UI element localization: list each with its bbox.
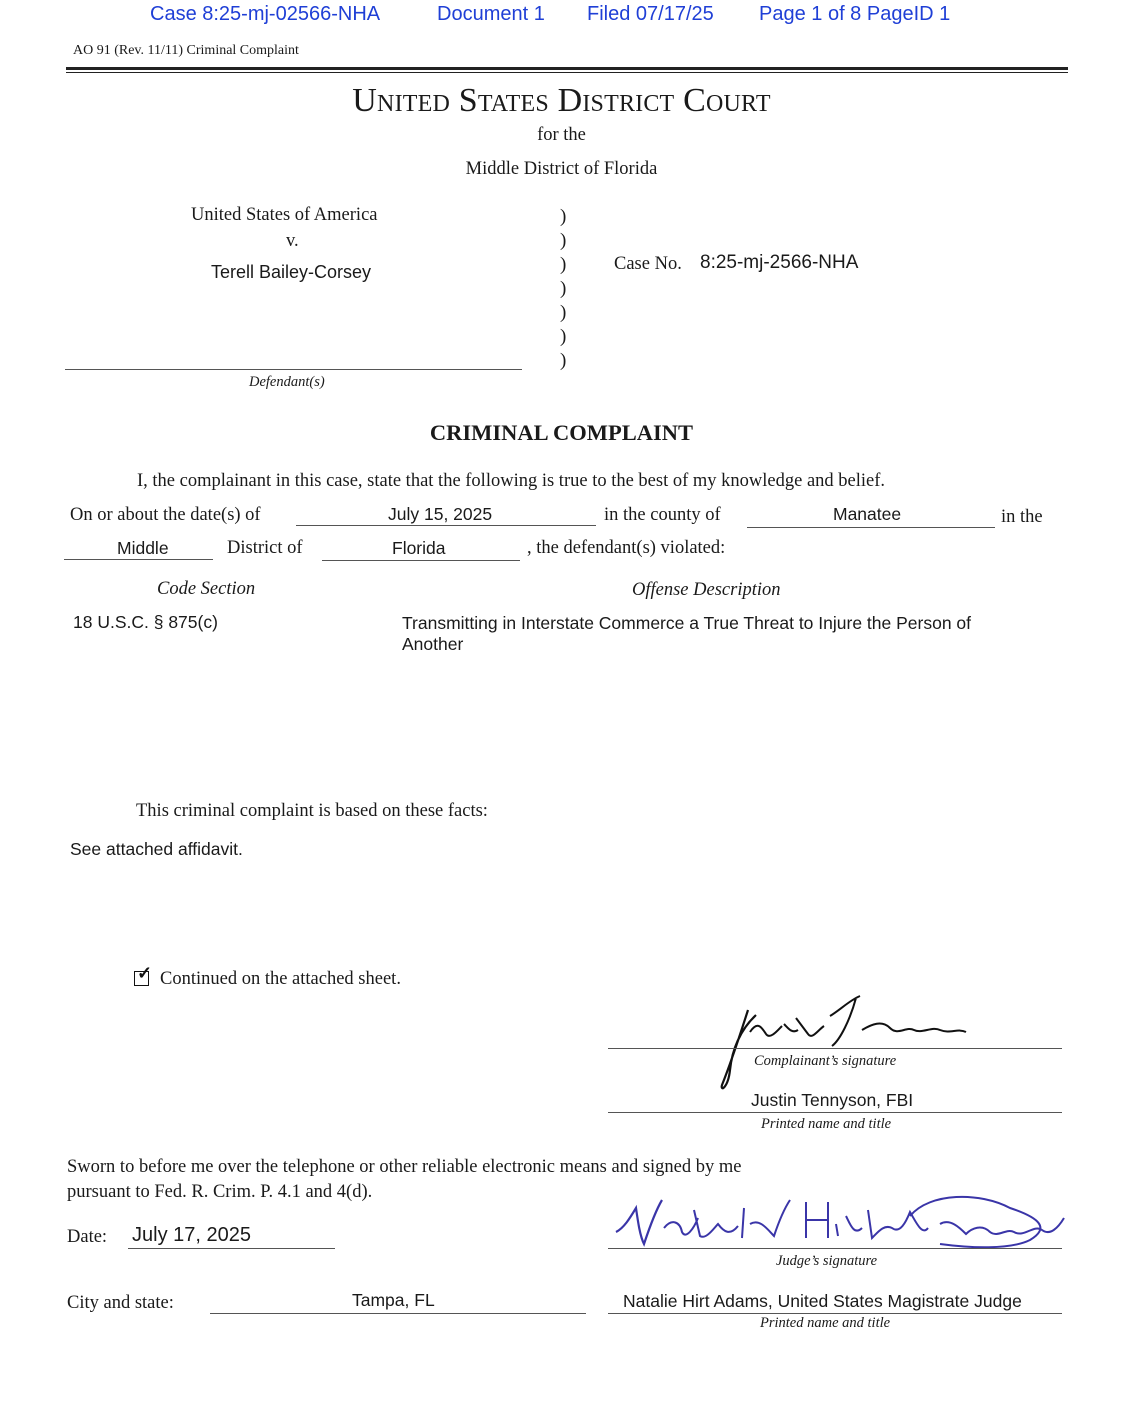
court-district: Middle District of Florida — [465, 159, 658, 179]
caption-paren: ) — [560, 278, 567, 299]
header-page: Page 1 of 8 PageID 1 — [759, 3, 951, 25]
complainant-printed-label: Printed name and title — [761, 1116, 892, 1132]
complainant-signature-label: Complainant’s signature — [754, 1053, 897, 1069]
date-label: Date: — [67, 1227, 108, 1247]
district-of-label: District of — [227, 538, 303, 558]
offense-description-label: Offense Description — [632, 580, 781, 600]
district-underline — [64, 559, 213, 560]
offense-date-underline — [296, 525, 596, 526]
caption-paren: ) — [560, 302, 567, 323]
signing-date-underline — [128, 1248, 335, 1249]
city-state-label: City and state: — [67, 1293, 174, 1313]
defendant-label: Defendant(s) — [249, 374, 325, 390]
offense-description-line2: Another — [402, 634, 464, 654]
plaintiff-name: United States of America — [191, 205, 378, 225]
header-case: Case 8:25-mj-02566-NHA — [150, 3, 381, 25]
defendant-name: Terell Bailey-Corsey — [211, 262, 372, 282]
form-number: AO 91 (Rev. 11/11) Criminal Complaint — [73, 43, 299, 58]
county-underline — [747, 527, 995, 528]
for-the: for the — [537, 125, 586, 145]
header-filed: Filed 07/17/25 — [587, 3, 714, 25]
state-underline — [322, 560, 520, 561]
county-value: Manatee — [833, 504, 902, 524]
judge-name: Natalie Hirt Adams, United States Magistrate Judge — [623, 1291, 1022, 1311]
judge-printed-label: Printed name and title — [760, 1315, 891, 1331]
continued-label: Continued on the attached sheet. — [160, 969, 401, 989]
caption-paren: ) — [560, 254, 567, 275]
county-label: in the county of — [604, 505, 721, 525]
code-section-value: 18 U.S.C. § 875(c) — [73, 612, 218, 632]
in-the-label: in the — [1001, 507, 1043, 527]
header-rule-thick — [66, 67, 1068, 70]
facts-intro: This criminal complaint is based on these facts: — [136, 801, 488, 821]
state-value: Florida — [392, 538, 446, 558]
signing-date: July 17, 2025 — [132, 1224, 251, 1246]
offense-description-line1: Transmitting in Interstate Commerce a True Threat to Injure the Person of — [402, 613, 972, 633]
sworn-line1: Sworn to before me over the telephone or other reliable electronic means and signed by me — [67, 1157, 742, 1177]
header-rule-thin — [66, 72, 1068, 73]
district-value: Middle — [117, 538, 169, 558]
complainant-signature — [700, 990, 980, 1095]
complaint-intro: I, the complainant in this case, state that the following is true to the best of my knowledge and belief. — [137, 471, 886, 491]
code-section-label: Code Section — [157, 579, 256, 599]
complaint-heading: CRIMINAL COMPLAINT — [429, 420, 694, 445]
on-or-about-label: On or about the date(s) of — [70, 505, 261, 525]
city-state-value: Tampa, FL — [352, 1290, 435, 1310]
judge-name-line — [608, 1313, 1062, 1314]
complainant-signature-line — [608, 1048, 1062, 1049]
case-no-value: 8:25-mj-2566-NHA — [700, 252, 859, 273]
caption-paren: ) — [560, 206, 567, 227]
versus: v. — [286, 231, 299, 251]
judge-signature-line — [608, 1248, 1062, 1249]
case-no-label: Case No. — [614, 254, 682, 274]
header-document: Document 1 — [437, 3, 545, 25]
city-state-underline — [210, 1313, 586, 1314]
caption-paren: ) — [560, 326, 567, 347]
checkmark-icon: ✓ — [137, 963, 153, 983]
violated-label: , the defendant(s) violated: — [527, 538, 726, 558]
caption-paren: ) — [560, 230, 567, 251]
defendant-underline — [65, 369, 522, 370]
judge-signature-label: Judge’s signature — [776, 1253, 878, 1269]
caption-paren: ) — [560, 350, 567, 371]
complainant-name: Justin Tennyson, FBI — [751, 1090, 914, 1110]
sworn-line2: pursuant to Fed. R. Crim. P. 4.1 and 4(d). — [67, 1182, 373, 1202]
offense-date: July 15, 2025 — [388, 504, 493, 524]
court-title: United States District Court — [352, 82, 771, 119]
facts-value: See attached affidavit. — [70, 839, 243, 859]
complainant-name-line — [608, 1112, 1062, 1113]
